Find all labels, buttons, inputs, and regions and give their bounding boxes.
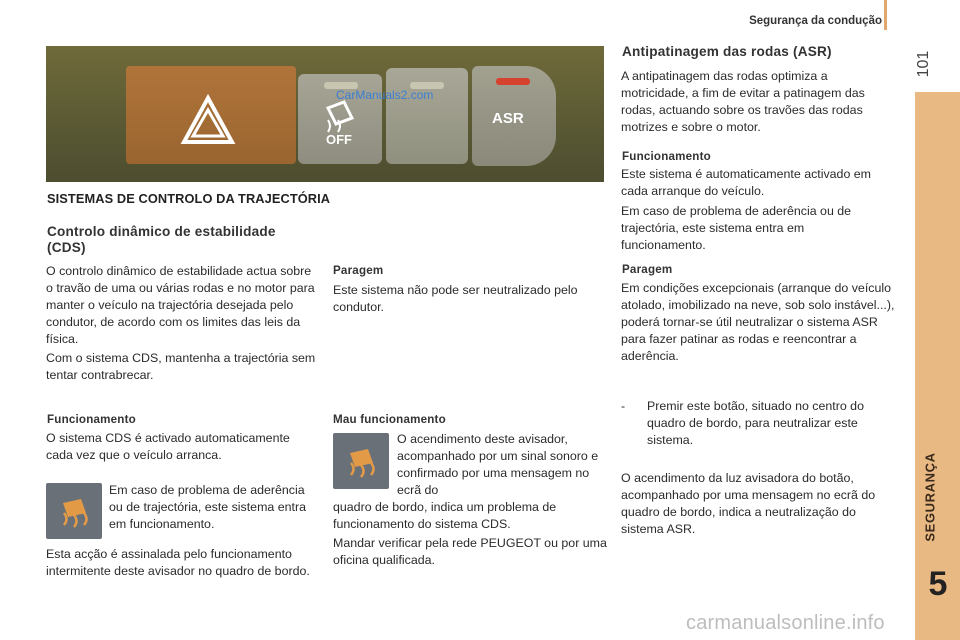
cds-heading: Controlo dinâmico de estabilidade (CDS) [47, 224, 276, 255]
cds-intro-1: O controlo dinâmico de estabilidade actua sobre o travão de uma ou várias rodas e no motor para manter o veículo na trajectória desejada pelo condutor, de acordo com os limites das leis da física. [46, 264, 315, 346]
asr-heading: Antipatinagem das rodas (ASR) [622, 44, 832, 59]
cds-intro-2: Com o sistema CDS, mantenha a trajectória sem tentar contrabrecar. [46, 351, 316, 382]
asr-indicator-led [496, 78, 530, 85]
asr-step-text: Premir este botão, situado no centro do quadro de bordo, para neutralizar este sistema. [647, 399, 864, 447]
header-rule [884, 0, 887, 30]
cds-stop-text: Este sistema não pode ser neutralizado pelo condutor. [333, 283, 578, 314]
section-title: SISTEMAS DE CONTROLO DA TRAJECTÓRIA [47, 191, 331, 206]
cds-func-heading: Funcionamento [47, 413, 136, 426]
hazard-button [126, 66, 296, 164]
asr-stop-text: Em condições excepcionais (arranque do veículo atolado, imobilizado na neve, sob solo instável...), poderá tornar-se útil neutralizar o sistema ASR para fazer patinar as rodas e reencontrar a aderência. [621, 281, 895, 363]
dashboard-buttons-photo [46, 46, 604, 182]
photo-watermark: CarManuals2.com [336, 88, 434, 102]
cds-fault-advice: Mandar verificar pela rede PEUGEOT ou por uma oficina qualificada. [333, 536, 607, 567]
cds-problem-text: Em caso de problema de aderência ou de trajectória, este sistema entra em funcionamento. [109, 483, 306, 531]
cds-fault-lamp [333, 433, 389, 489]
chapter-number: 5 [928, 565, 948, 603]
asr-func-text-2: Em caso de problema de aderência ou de trajectória, este sistema entra em funcionamento. [621, 204, 852, 252]
asr-label: ASR [492, 110, 524, 127]
cds-func-text: O sistema CDS é activado automaticamente cada vez que o veículo arranca. [46, 431, 290, 462]
chapter-tab [915, 92, 960, 640]
cds-fault-text: O acendimento deste avisador, acompanhado por um sinal sonoro e confirmado por uma mensagem no ecrã do [397, 432, 599, 497]
asr-intro: A antipatinagem das rodas optimiza a motricidade, a fim de evitar a patinagem das rodas, actuando sobre os travões das rodas motrizes e sobre o motor. [621, 69, 865, 134]
off-label: OFF [326, 132, 352, 147]
cds-stop-heading: Paragem [333, 264, 384, 277]
cds-fault-text-cont: quadro de bordo, indica um problema de funcionamento do sistema CDS. [333, 500, 557, 531]
list-dash: - [621, 399, 626, 413]
running-title: Segurança da condução [749, 15, 882, 27]
chapter-tab-label: SEGURANÇA [922, 452, 938, 542]
footer-watermark: carmanualsonline.info [686, 612, 885, 634]
skid-car-icon [333, 433, 389, 489]
asr-func-heading: Funcionamento [622, 150, 711, 163]
hazard-triangle-icon [126, 66, 296, 164]
cds-fault-heading: Mau funcionamento [333, 413, 446, 426]
asr-light-text: O acendimento da luz avisadora do botão, acompanhado por uma mensagem no ecrã do quadro de bordo, indica a neutralização do sistema ASR. [621, 471, 876, 536]
asr-func-text-1: Este sistema é automaticamente activado em cada arranque do veículo. [621, 167, 871, 198]
asr-stop-heading: Paragem [622, 263, 673, 276]
skid-car-icon [46, 483, 102, 539]
page-number: 101 [915, 50, 932, 78]
cds-warning-lamp [46, 483, 102, 539]
cds-signal-text: Esta acção é assinalada pelo funcionamento intermitente deste avisador no quadro de bordo. [46, 547, 310, 578]
